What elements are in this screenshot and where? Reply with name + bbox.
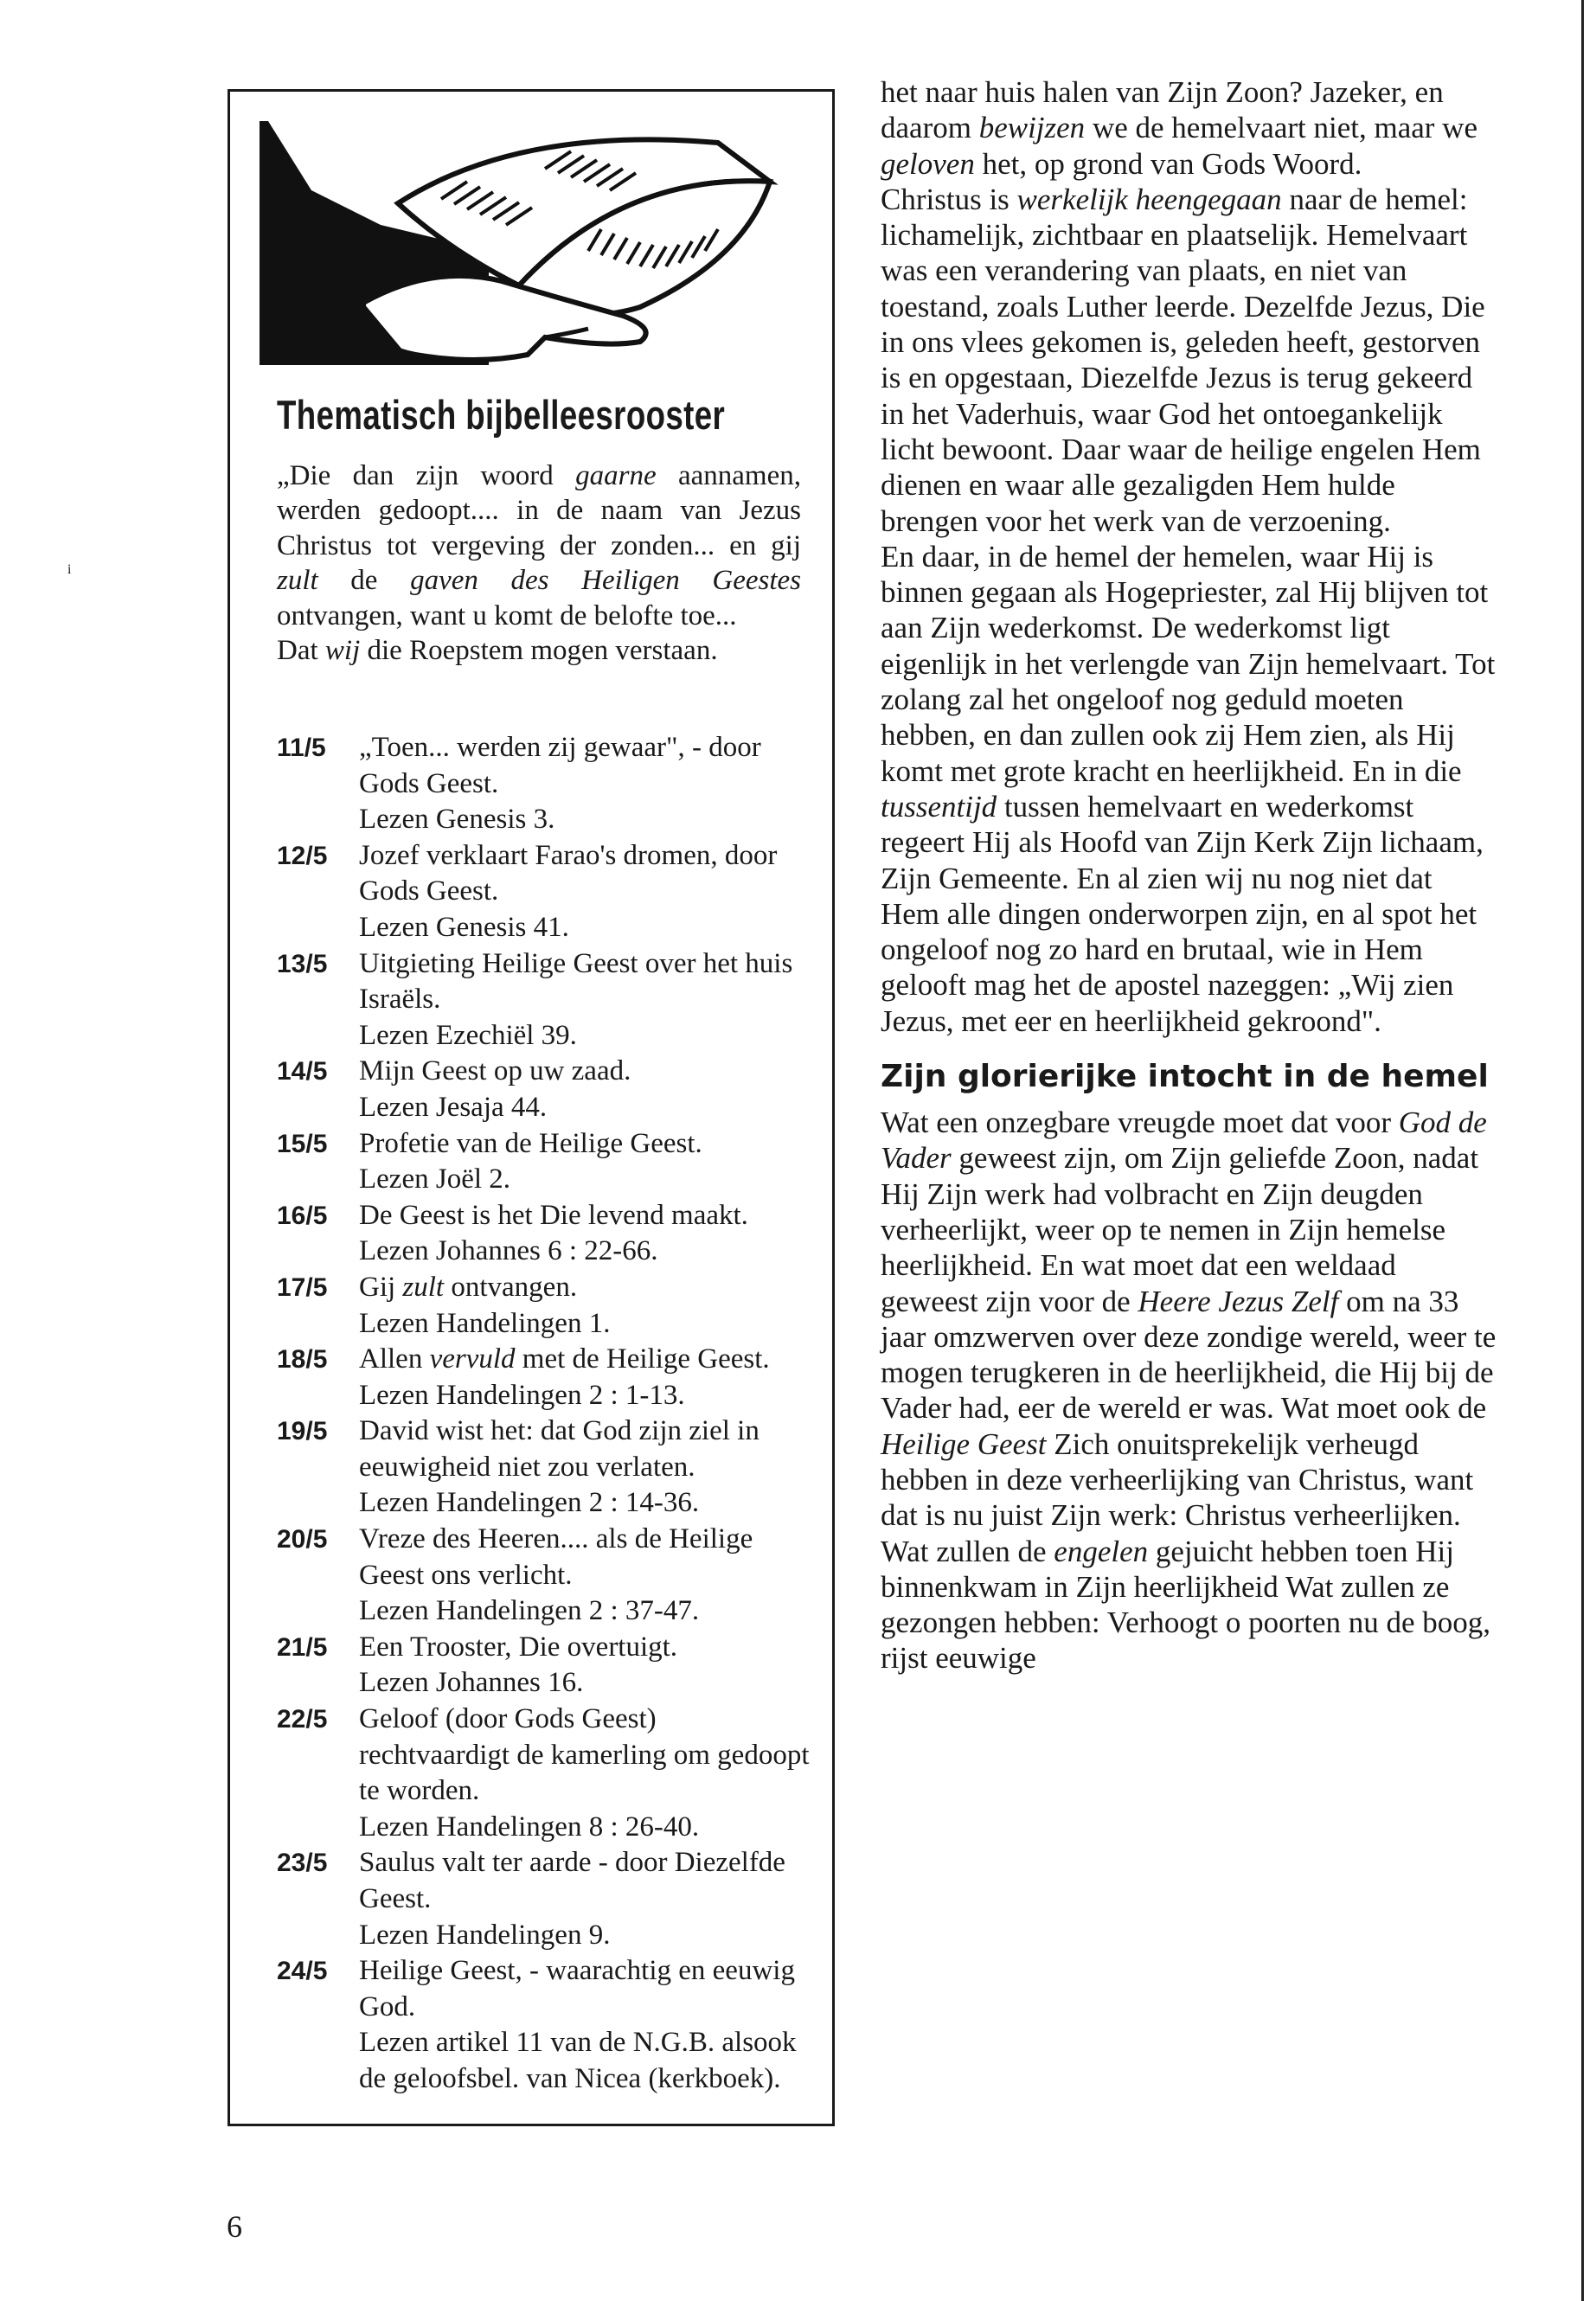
italic-run: zult (277, 565, 318, 597)
text-run: „Die dan zijn woord (277, 460, 576, 491)
schedule-text (359, 1198, 813, 1270)
page-number: 6 (227, 2209, 242, 2244)
schedule-date: 13/5 (277, 949, 328, 978)
schedule-entry (277, 1845, 813, 1953)
schedule-date: 21/5 (277, 1632, 328, 1662)
text-run: Lezen Genesis 41. (359, 911, 569, 943)
schedule-entry (277, 1198, 813, 1270)
italic-run: bewijzen (978, 111, 1086, 145)
schedule-reading (359, 1306, 813, 1343)
text-run: Lezen Handelingen 9. (359, 1919, 611, 1951)
italic-run: tussentijd (881, 789, 997, 824)
paragraph (277, 458, 801, 633)
schedule-reading (359, 910, 813, 946)
schedule-entry (277, 1270, 813, 1342)
text-run: we de hemelvaart niet, maar we (1085, 111, 1477, 145)
schedule-reading (359, 1918, 813, 1954)
schedule-date: 24/5 (277, 1957, 328, 1986)
text-run: Gij (359, 1271, 403, 1303)
schedule-topic (359, 1054, 813, 1090)
schedule-reading (359, 1810, 813, 1846)
italic-run: vervuld (429, 1343, 516, 1375)
italic-run: gaarne (575, 460, 657, 491)
text-run: David wist het: dat God zijn ziel in eeuwigheid niet zou verlaten. (359, 1415, 760, 1483)
text-run: Lezen Johannes 16. (359, 1667, 584, 1699)
schedule-entry (277, 1953, 813, 2097)
paragraph (881, 1105, 1497, 1534)
article-column (881, 74, 1497, 1676)
text-run: Vreze des Heeren.... als de Heilige Geest ons verlicht. (359, 1523, 753, 1591)
schedule-reading (359, 1090, 813, 1126)
text-run: Lezen artikel 11 van de N.G.B. alsook de geloofsbel. van Nicea (kerkboek). (359, 2027, 797, 2094)
schedule-reading (359, 1593, 813, 1630)
text-run: Lezen Handelingen 1. (359, 1307, 611, 1339)
schedule-entry (277, 1054, 813, 1125)
schedule-date: 12/5 (277, 841, 328, 870)
schedule-topic (359, 1845, 813, 1917)
schedule-date: 11/5 (277, 734, 326, 762)
schedule-topic (359, 1702, 813, 1810)
text-run: Lezen Handelingen 2 : 1-13. (359, 1379, 685, 1411)
schedule-reading (359, 1378, 813, 1414)
italic-run: geloven (881, 146, 975, 181)
schedule-entry (277, 1413, 813, 1522)
paragraph (881, 539, 1497, 1039)
text-run: gejuicht hebben toen Hij binnenkwam in Zijn heerlijkheid Wat zullen ze gezongen hebben: Verhoogt o poorten nu de boog, rijst eeuwige (881, 1534, 1491, 1676)
schedule-entry (277, 838, 813, 946)
schedule-text (359, 1845, 813, 1953)
schedule-topic (359, 1522, 813, 1593)
text-run: met de Heilige Geest. (515, 1343, 770, 1375)
paragraph (881, 1534, 1497, 1676)
page-edge-rule (1581, 0, 1584, 2301)
schedule-date: 22/5 (277, 1705, 328, 1734)
text-run: Lezen Genesis 3. (359, 804, 555, 836)
schedule-topic (359, 1342, 813, 1378)
schedule-date: 20/5 (277, 1525, 328, 1554)
italic-run: engelen (1054, 1534, 1149, 1568)
schedule-text (359, 730, 813, 838)
schedule-entry (277, 1630, 813, 1702)
schedule-topic (359, 730, 813, 802)
schedule-entry (277, 1342, 813, 1413)
schedule-reading (359, 802, 813, 838)
paragraph (881, 74, 1497, 182)
text-run: Jozef verklaart Farao's dromen, door Gods Geest. (359, 839, 778, 907)
schedule-text (359, 1413, 813, 1522)
text-run: ontvangen. (444, 1271, 578, 1303)
schedule-text (359, 946, 813, 1054)
schedule-topic (359, 1198, 813, 1234)
schedule-date: 15/5 (277, 1129, 328, 1158)
text-run: Heilige Geest, - waarachtig en eeuwig God. (359, 1955, 795, 2022)
schedule-entry (277, 946, 813, 1054)
text-run: Wat zullen de (881, 1534, 1054, 1568)
schedule-reading (359, 2025, 813, 2097)
schedule-entry (277, 730, 813, 838)
text-run: de (317, 565, 411, 597)
schedule-entry (277, 1702, 813, 1845)
schedule-topic (359, 1953, 813, 2025)
text-run: Zich onuitsprekelijk verheugd hebben in deze verheerlijking van Christus, want dat is nu juist Zijn werk: Christus verheerlijken. (881, 1426, 1474, 1533)
schedule-text (359, 1522, 813, 1630)
stray-mark: i (67, 562, 72, 577)
text-run: die Roepstem mogen verstaan. (360, 635, 718, 667)
schedule-reading (359, 1162, 813, 1198)
schedule-topic (359, 838, 813, 910)
text-run: aannamen, werden gedoopt.... in de naam van Jezus Christus tot vergeving der zonden... en gij (277, 460, 801, 561)
schedule-topic (359, 1126, 813, 1163)
text-run: „Toen... werden zij gewaar", - door Gods Geest. (359, 732, 761, 799)
schedule-text (359, 1953, 813, 2097)
box-intro (277, 458, 801, 668)
schedule-date: 23/5 (277, 1849, 328, 1878)
section-heading: Zijn glorierijke intocht in de hemel (881, 1059, 1489, 1095)
text-run: Geloof (door Gods Geest) rechtvaardigt de kamerling om gedoopt te worden. (359, 1703, 810, 1807)
schedule-reading (359, 1234, 813, 1270)
schedule-reading (359, 1665, 813, 1702)
schedule-reading (359, 1018, 813, 1054)
reading-schedule (277, 730, 813, 2098)
schedule-topic (359, 1413, 813, 1485)
italic-run: werkelijk heengegaan (1016, 182, 1282, 216)
schedule-reading (359, 1485, 813, 1522)
schedule-text (359, 838, 813, 946)
text-run: Saulus valt ter aarde - door Diezelfde Geest. (359, 1847, 785, 1914)
text-run: het, op grond van Gods Woord. (974, 146, 1362, 181)
schedule-entry (277, 1126, 813, 1198)
text-run: Wat een onzegbare vreugde moet dat voor (881, 1106, 1399, 1140)
text-run: En daar, in de hemel der hemelen, waar Hij is binnen gegaan als Hogepriester, zal Hij blijven tot aan Zijn wederkomst. De wederkomst ligt eigenlijk in het verlengde van Zijn hemelvaart. Tot zolang zal het ongeloof nog geduld moeten hebben, en dan zullen ook zij Hem zien, als Hij komt met grote kracht en heerlijkheid. En in die (881, 539, 1496, 788)
text-run: Profetie van de Heilige Geest. (359, 1127, 702, 1159)
schedule-text (359, 1054, 813, 1125)
schedule-topic (359, 946, 813, 1018)
italic-run: Heilige Geest (881, 1426, 1047, 1461)
italic-run: God de Vader (881, 1106, 1487, 1176)
paragraph (881, 182, 1497, 539)
text-run: Lezen Handelingen 2 : 37-47. (359, 1595, 700, 1627)
text-run: Uitgieting Heilige Geest over het huis Israëls. (359, 947, 793, 1016)
schedule-date: 14/5 (277, 1057, 328, 1086)
text-run: Lezen Ezechiël 39. (359, 1019, 577, 1051)
schedule-topic (359, 1270, 813, 1306)
text-run: Lezen Johannes 6 : 22-66. (359, 1235, 658, 1267)
text-run: geweest zijn, om Zijn geliefde Zoon, nadat Hij Zijn werk had volbracht en Zijn deugden verheerlijkt, weer op te nemen in Zijn hemelse heerlijkheid. En wat moet dat een weldaad geweest zijn voor de (881, 1141, 1479, 1318)
article-paragraphs-2 (881, 1105, 1497, 1676)
text-run: tussen hemelvaart en wederkomst regeert Hij als Hoofd van Zijn Kerk Zijn lichaam, Zijn Gemeente. En al zien wij nu nog niet dat Hem alle dingen onderworpen zijn, en al spot het ongeloof nog zo hard en brutaal, wie in Hem gelooft mag het de apostel nazeggen: „Wij zien Jezus, met eer en heerlijkheid gekroond". (881, 789, 1484, 1038)
text-run: Allen (359, 1343, 430, 1375)
schedule-topic (359, 1630, 813, 1666)
italic-run: zult (402, 1271, 445, 1303)
text-run: Christus is (881, 182, 1017, 216)
schedule-text (359, 1270, 813, 1342)
italic-run: wij (324, 635, 361, 667)
text-run: ontvangen, want u komt de belofte toe... (277, 599, 737, 631)
schedule-date: 19/5 (277, 1417, 328, 1446)
schedule-text (359, 1630, 813, 1702)
text-run: naar de hemel: lichamelijk, zichtbaar en plaatselijk. Hemelvaart was een verandering van plaats, en niet van toestand, zoals Luther leerde. Dezelfde Jezus, Die in ons vlees gekomen is, geleden heeft, gestorven is en opgestaan, Diezelfde Jezus is terug gekeerd in het Vaderhuis, waar God het ontoegankelijk licht bewoont. Daar waar de heilige engelen Hem dienen en waar alle gezaligden Hem hulde brengen voor het werk van de verzoening. (881, 182, 1485, 538)
text-run: Een Trooster, Die overtuigt. (359, 1631, 678, 1663)
text-run: om na 33 jaar omzwerven over deze zondige wereld, weer te mogen terugkeren in de heerlijkheid, die Hij bij de Vader had, eer de wereld er was. Wat moet ook de (881, 1284, 1497, 1426)
schedule-text (359, 1126, 813, 1198)
text-run: Lezen Joël 2. (359, 1163, 511, 1195)
text-run: Dat (277, 635, 325, 667)
box-title: Thematisch bijbelleesrooster (277, 392, 726, 438)
text-run: Lezen Handelingen 2 : 14-36. (359, 1487, 700, 1519)
text-run: Lezen Handelingen 8 : 26-40. (359, 1811, 700, 1843)
schedule-text (359, 1342, 813, 1413)
text-run: Lezen Jesaja 44. (359, 1091, 548, 1123)
italic-run: gaven des Heiligen Geestes (410, 565, 801, 597)
schedule-date: 16/5 (277, 1201, 328, 1230)
article-paragraphs-1 (881, 74, 1497, 1039)
text-run: het naar huis halen van Zijn Zoon? Jazeker, en daarom (881, 75, 1444, 145)
schedule-date: 17/5 (277, 1272, 328, 1302)
schedule-date: 18/5 (277, 1345, 328, 1375)
italic-run: Heere Jezus Zelf (1138, 1284, 1339, 1318)
text-run: Mijn Geest op uw zaad. (359, 1055, 631, 1087)
paragraph (277, 633, 801, 668)
schedule-text (359, 1702, 813, 1845)
open-bible-hand-icon (260, 121, 813, 365)
schedule-entry (277, 1522, 813, 1630)
text-run: De Geest is het Die levend maakt. (359, 1199, 748, 1231)
